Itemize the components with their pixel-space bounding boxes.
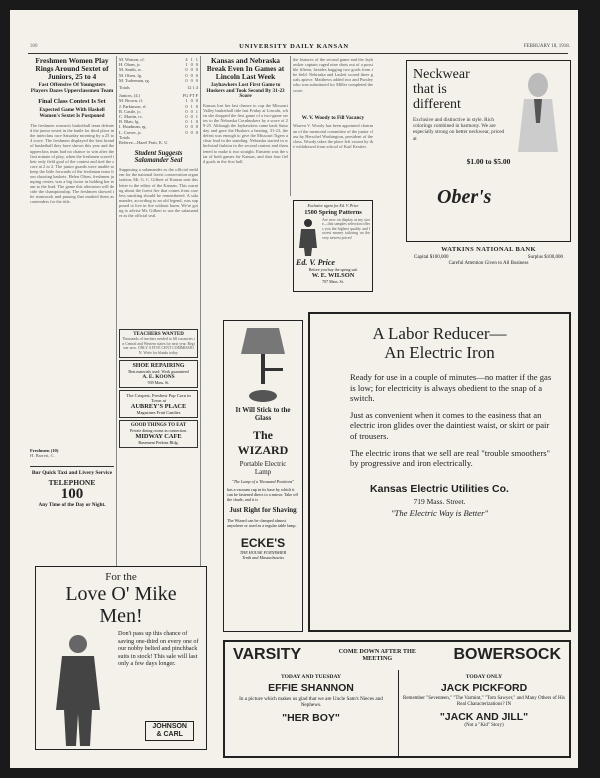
- player-name: C. Martin, rc.: [119, 114, 143, 120]
- column-2: [119, 57, 198, 565]
- spring-ad-content: [296, 218, 370, 256]
- shoe-ad-body: Best materials used. Work guaranteed: [128, 369, 189, 375]
- bowersock-panel: [399, 670, 569, 732]
- iron-ad-address: 719 Mass. Street.: [413, 496, 466, 506]
- obers-logo: Ober's: [437, 186, 492, 208]
- neckwear-line1: Neckwear: [413, 67, 470, 82]
- final-contest-headline: Final Class Contest Is Set: [38, 97, 106, 105]
- lamp-body: has a vacuum cup in its base by which it can be fastened direct to a mirror. Take off the shade, and it is: [227, 487, 299, 502]
- player-stat: 1: [190, 119, 193, 125]
- spring-ad-signature: Ed. V. Price: [296, 258, 335, 267]
- player-stat: 0: [195, 67, 198, 73]
- player-stat: 0: [185, 124, 188, 130]
- player-stats: [182, 130, 198, 135]
- player-stat: 0: [185, 77, 188, 83]
- taxi-ad: [30, 466, 114, 508]
- lamp-store-sub: THE HOUSE FURNISHER: [239, 549, 287, 555]
- bank-figures: [406, 255, 571, 260]
- theater-coming: COME DOWN AFTER THE MEETING: [338, 648, 416, 662]
- player-stat: 0: [185, 67, 188, 73]
- referee-line: Referee—Hazel Pratt, K. U.: [119, 140, 169, 146]
- player-stat: 1: [195, 114, 198, 120]
- player-stat: 0: [185, 119, 188, 125]
- bowersock-desc: Remember "Seventeen," "The Varmint," "Tom Sawyer," and Many Others of His Real Characterizations? IN: [403, 696, 565, 707]
- totals-row: Totals 12 1 4: [119, 85, 198, 91]
- neckwear-body: Exclusive and distinctive in style. Rich colorings combined in harmony. We are especially strong on better neckwear, priced at: [413, 117, 505, 142]
- neckwear-text: [413, 67, 506, 152]
- bank-attention: Careful Attention Given to All Business: [448, 261, 529, 266]
- bank-capital: Capital $100,000: [414, 255, 449, 260]
- player-stat: 0: [195, 62, 198, 68]
- iron-ad-title2: An Electric Iron: [384, 343, 495, 362]
- kansas-nebraska-body: Kansas lost her last chance to cop the Missouri Valley basketball title last Friday at Lincoln, when she dropped the first game of a two-game series to the Nebraska Cornhuskers by a score of 29-25. Although the Jayhawkers came back Saturday and gave the Huskers a beating, 31-23, the defeat was enough to give the Missouri Tigers a clear lead in the standing. Nebraska started in whirlwind fashion in the second contest and threatened to make it two straight. Einstein was the star of both games for Kansas, and shot four field goals in the first half.: [203, 102, 288, 164]
- popcorn-ad-foot: Magazines Fruit Candies: [136, 410, 181, 416]
- shoe-ad-head: SHOE REPAIRING: [132, 363, 185, 370]
- iron-ad-company: Kansas Electric Utilities Co.: [370, 482, 509, 495]
- player-stat: 0: [195, 77, 198, 83]
- player-stat: 0: [190, 67, 193, 73]
- player-stat: 0: [195, 103, 198, 109]
- iron-ad-title1: A Labor Reducer—: [372, 324, 507, 343]
- column-1: [30, 57, 114, 565]
- lamp-store-addr: Tenth and Massachusetts: [242, 554, 284, 560]
- roster-bottom: [119, 98, 198, 134]
- player-stat: 1: [190, 57, 193, 62]
- spring-ad-body: Are now on display at my store—this samples selection offers you the highest quality and lowest money tailoring on the very newest prices!: [322, 218, 371, 240]
- kansas-nebraska-headline: Kansas and Nebraska Break Even In Games at Lincoln Last Week: [206, 57, 285, 81]
- player-stat: 0: [190, 124, 193, 130]
- taxi-telephone-number: 100: [60, 486, 84, 503]
- johnson-carl-logo: [145, 721, 194, 741]
- shoe-ad-addr: 939 Mass. St.: [147, 380, 170, 386]
- spring-ad-exclusive: Exclusive agent for Ed. V. Price: [307, 203, 359, 208]
- player-name: M. Watson, cf.: [119, 57, 145, 62]
- bowersock-days: TODAY ONLY: [465, 674, 503, 680]
- neckwear-line3: different: [413, 97, 461, 112]
- midway-ad-name: MIDWAY CAFE: [135, 433, 182, 441]
- player-stat: 0: [190, 77, 193, 83]
- column-rule-2: [200, 56, 201, 566]
- player-stat: 1: [195, 108, 198, 114]
- freshmen-headline: Freshmen Women Play Rings Around Sextet of Juniors, 25 to 4: [35, 57, 109, 81]
- suit-man-icon: [42, 630, 114, 748]
- varsity-title: "HER BOY": [282, 712, 340, 725]
- masthead-mark: 300: [30, 44, 38, 49]
- player-stat: 1: [195, 57, 198, 62]
- player-name: M. Olsen, lg.: [119, 72, 143, 78]
- player-stat: 0: [195, 119, 198, 125]
- haskell-subhead: Expected Game With Haskell Women's Sextet Is Postponed: [39, 107, 105, 119]
- player-name: R. Castle, jc.: [119, 108, 142, 114]
- taxi-anytime: Any Time of the Day or Night.: [38, 502, 106, 509]
- column-4: [293, 57, 373, 197]
- iron-ad-slogan: "The Electric Way is Better": [390, 507, 489, 518]
- player-stat: 0: [190, 98, 193, 104]
- teachers-ad-head: TEACHERS WANTED: [133, 332, 184, 338]
- lamp-store: ECKE'S: [240, 535, 286, 550]
- mike-body: Don't pass up this chance of saving one-third on every one of our nobby belted and pinchback suits in stock! This sale will last only a few days longer.: [118, 630, 199, 667]
- player-stat: 0: [185, 114, 188, 120]
- player-name: H. Olsen, jc.: [119, 62, 142, 68]
- totals2-row: Totals: [119, 134, 130, 140]
- player-name: L. Carver, jc.: [119, 129, 143, 135]
- mike-for: For the: [105, 571, 137, 583]
- salamander-headline: Student Suggests Salamander Seal: [134, 150, 183, 165]
- popcorn-ad: [119, 390, 198, 418]
- salamander-article-body: Supposing a salamander as the official emblem for the national forest conservation organization, Mr. G. C. Gilbert of Kansas sent this letter to the editor of the Kansan: This warning about the forest fire that comes from careless smoking should be remembered. A salamander, according to an old legend, was supposed to live in fire without harm. We're going to advise Mr. Gilbert to use the salamander as the official seal.: [119, 167, 198, 219]
- theater-ad: [223, 640, 571, 758]
- lamp-stick: It Will Stick to the Glass: [235, 406, 291, 422]
- gentleman-portrait-icon: [506, 67, 564, 152]
- juniors-row: Juniors, (4.) FG FT F: [119, 93, 198, 99]
- player-name: M. Smith, rc.: [119, 67, 143, 73]
- woody-headline: W. V. Woody to Fill Vacancy: [301, 115, 365, 121]
- player-stat: 0: [190, 114, 193, 120]
- shoe-ad: [119, 360, 198, 388]
- freshmen-article-body: The freshmen women's basketball team defeated the junior sextet in the battle for third place in the interclass race Saturday morning by a 25 to 4 score. The freshmen displayed the best brand of basketball they have shown this year and the upperclass team had no chance to win after the first minute of play, when the freshmen scored their only field goal of the contest and tied the score at 2 to 2. The junior guards were unable to keep the little forwards of the freshman team from shooting baskets. Helen Olsen, freshmen jumping center, was a big factor in holding her team to the lead. The game this afternoon will decide the championship. The freshmen showed the teamwork and passing that marked them as contenders for the title.: [30, 123, 114, 205]
- spring-patterns-ad: [293, 200, 373, 292]
- player-name: J. Parkinson, rf.: [119, 103, 147, 109]
- masthead-title: UNIVERSITY DAILY KANSAN: [239, 43, 349, 50]
- lamp-name: The WIZARD: [237, 428, 289, 457]
- player-stat: 0: [185, 103, 188, 109]
- electric-iron-ad: [308, 312, 571, 632]
- varsity-star: EFFIE SHANNON: [268, 682, 354, 694]
- player-name: M. Brown, if.: [119, 98, 144, 104]
- popcorn-ad-text: The Crispest, Freshest Pop Corn in Town at: [126, 393, 191, 404]
- iron-ad-para2: Just as convenient when it comes to the easiness that an electric iron glides over the daintiest waist, or skirt or pair of trousers.: [350, 409, 550, 441]
- taxi-ad-headline: Bur Quick Taxi and Livery Service: [31, 470, 113, 477]
- freshmen-box-score-foot: H. Barrett, C.: [30, 453, 55, 459]
- varsity-desc: In a picture which makes us glad that we are Uncle Sam's Nieces and Nephews.: [239, 696, 383, 709]
- wizard-lamp-ad: [223, 320, 303, 632]
- column-3: [203, 57, 288, 289]
- neckwear-line2: that is: [413, 82, 447, 97]
- midway-ad-head: GOOD THINGS TO EAT: [130, 423, 187, 429]
- midway-ad-addr: Basement Perkins Bldg.: [138, 440, 179, 446]
- tailor-figure-icon: [296, 218, 320, 256]
- teachers-ad: [119, 329, 198, 358]
- player-stat: 0: [190, 129, 193, 135]
- player-name: M. Tuderman, rg.: [119, 77, 150, 83]
- player-stat: 1: [185, 98, 188, 104]
- player-stat: 1: [185, 62, 188, 68]
- lamp-body2: The Wizard can be clamped almost anywhere or used as a regular table lamp.: [227, 517, 297, 528]
- lamp-desc1: Portable Electric: [239, 460, 287, 468]
- popcorn-ad-place: AUBREY'S PLACE: [130, 403, 187, 411]
- masthead-date: FEBRUARY 18, 1918.: [523, 44, 570, 49]
- bank-surplus: Surplus $100,000: [527, 255, 563, 260]
- johnson-logo-text: JOHNSON: [152, 723, 187, 730]
- player-stat: 0: [185, 72, 188, 78]
- mike-title: Love O' Mike: [65, 583, 177, 605]
- varsity-days: TODAY AND TUESDAY: [280, 674, 342, 680]
- woody-body: Warren V. Woody has been appointed chairman of the memorial committee of the junior class by Herschel Washington, president of the class. Woody takes the place left vacant by the withdrawal from school of Karl Kessler.: [293, 123, 373, 149]
- bowersock-title: "JACK AND JILL": [439, 711, 529, 723]
- roster-top: [119, 57, 198, 83]
- love-o-mike-ad: [35, 566, 207, 750]
- kansas-nebraska-subhead: Jayhawkers Lost First Game to Huskers and Took Second By 31-23 Score: [206, 82, 285, 100]
- teachers-ad-body: Thousands of teachers needed to fill vacancies in Central and Western states for next year. Register now. ONLY A FIVE CENT COMMISSION. Write for blanks today.: [122, 337, 195, 355]
- player-stat: 0: [185, 108, 188, 114]
- player-stat: 0: [195, 98, 198, 104]
- spring-ad-tagline: Before you buy the spring suit: [308, 267, 358, 272]
- player-stat: 0: [190, 72, 193, 78]
- bank-name: WATKINS NATIONAL BANK: [441, 246, 536, 253]
- taxi-telephone-label: TELEPHONE: [48, 478, 96, 488]
- iron-ad-para3: The electric irons that we sell are real "trouble smoothers" by progressive and iron electrically.: [350, 447, 551, 469]
- mike-men: Men!: [99, 605, 143, 627]
- column-rule-3: [290, 56, 291, 196]
- bowersock-star: JACK PICKFORD: [440, 682, 528, 694]
- roster-row: [119, 78, 198, 83]
- neckwear-price: $1.00 to $5.00: [466, 157, 511, 166]
- carl-logo-text: & CARL: [156, 731, 183, 738]
- column-rule-1: [116, 56, 117, 566]
- newspaper-page: [10, 10, 578, 768]
- bank-ad: [406, 246, 571, 296]
- midway-ad: [119, 420, 198, 448]
- varsity-panel: [225, 670, 397, 728]
- neckwear-ad: [406, 60, 571, 242]
- masthead-rule: [28, 53, 568, 54]
- lamp-icon: [227, 324, 299, 406]
- player-stat: 0: [195, 129, 198, 135]
- spring-ad-name: W. E. WILSON: [311, 272, 355, 279]
- theater-header: [225, 642, 569, 664]
- bowersock-name: BOWERSOCK: [453, 646, 561, 663]
- player-stat: 1: [190, 103, 193, 109]
- varsity-name: VARSITY: [233, 646, 302, 663]
- column-4-body: the features of the second game and the Jayhawker captain caged nine shots out of a possible fifteen, besides bagging two goals from the field. Nebraska and Laslett scored three goals apiece. Matthews added two and Pursley who was substituted for Miller completed the score.: [293, 57, 373, 93]
- player-name: I. Hoadman, rg.: [119, 124, 147, 130]
- player-stat: 4: [185, 57, 188, 62]
- spring-ad-head: 1500 Spring Patterns: [304, 209, 362, 216]
- iron-ad-para1: Ready for use in a couple of minutes—no matter if the gas is low; for electricity is always obedient to the snap of a switch.: [350, 372, 552, 404]
- midway-ad-sub: Private dining rooms in connection.: [129, 428, 188, 434]
- neckwear-top: [413, 67, 564, 152]
- player-stat: 0: [195, 72, 198, 78]
- bowersock-sub: (Not a "Kid" Story): [464, 723, 504, 728]
- player-stat: 0: [195, 124, 198, 130]
- player-name: B. Blair, lg.: [119, 119, 140, 125]
- player-stat: 0: [185, 129, 188, 135]
- lamp-desc2: Lamp: [254, 468, 272, 476]
- freshmen-subhead: Fast Offensive Of Youngsters Players Dazes Upperclassmen Team: [30, 82, 114, 94]
- freshmen-box-score-head: Freshmen (10): [30, 448, 59, 454]
- player-stats: [182, 78, 198, 83]
- lamp-right: Just Right for Shaving: [229, 506, 297, 514]
- lamp-tagline: "The Lamp of a Thousand Positions": [231, 479, 295, 484]
- player-stat: 0: [190, 62, 193, 68]
- player-stat: 0: [190, 108, 193, 114]
- shoe-ad-name: A. E. KOONS: [142, 374, 175, 381]
- spring-ad-addr: 707 Mass. St.: [322, 279, 344, 284]
